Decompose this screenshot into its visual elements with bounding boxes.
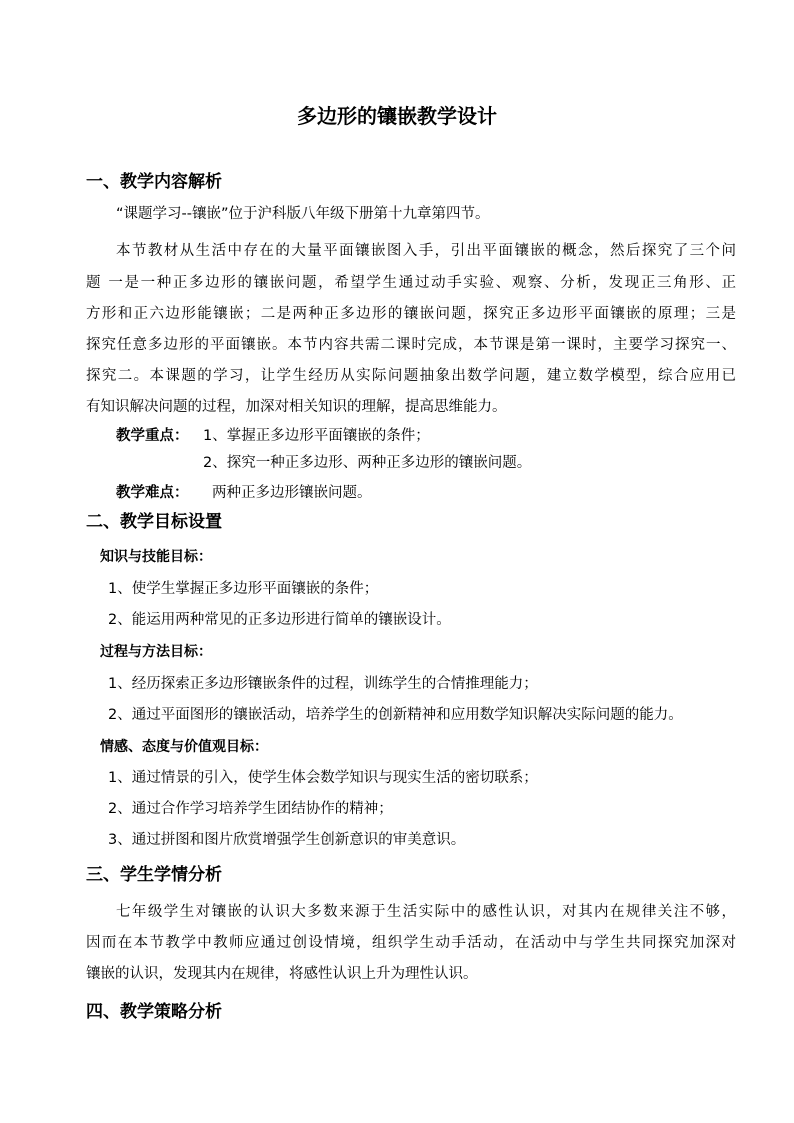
goal-item: 1、通过情景的引入，使学生体会数学知识与现实生活的密切联系； (108, 770, 538, 786)
goal-item: 1、使学生掌握正多边形平面镶嵌的条件； (108, 581, 379, 597)
section1-para-line: 本节教材从生活中存在的大量平面镶嵌图入手，引出平面镶嵌的概念，然后探究了三个问 (116, 243, 736, 259)
section3-para-line: 因而在本节教学中教师应通过创设情境，组织学生动手活动，在活动中与学生共同探究加深对 (86, 935, 736, 951)
difficulty-label: 教学难点： (116, 485, 189, 501)
section4-heading: 四、教学策略分析 (86, 1002, 222, 1022)
goal-item: 2、通过平面图形的镶嵌活动，培养学生的创新精神和应用数学知识解决实际问题的能力。 (108, 707, 683, 723)
key-point-item: 1、掌握正多边形平面镶嵌的条件； (203, 428, 430, 444)
section3-para-line: 镶嵌的认识，发现其内在规律，将感性认识上升为理性认识。 (86, 966, 478, 982)
section2-heading: 二、教学目标设置 (86, 512, 222, 532)
section1-para-line: 探究任意多边形的平面镶嵌。本节内容共需二课时完成，本节课是第一课时，主要学习探究一、 (86, 337, 736, 353)
goal-item: 2、通过合作学习培养学生团结协作的精神； (108, 801, 393, 817)
difficulty-text: 两种正多边形镶嵌问题。 (212, 485, 372, 501)
key-point-item: 2、探究一种正多边形、两种正多边形的镶嵌问题。 (203, 455, 532, 471)
section3-heading: 三、学生学情分析 (86, 865, 222, 885)
section1-para-line: 方形和正六边形能镶嵌；二是两种正多边形的镶嵌问题，探究正多边形平面镶嵌的原理；三是 (86, 306, 736, 322)
section1-heading: 一、教学内容解析 (86, 172, 222, 192)
goal-item: 3、通过拼图和图片欣赏增强学生创新意识的审美意识。 (108, 832, 466, 848)
section1-intro: “课题学习--镶嵌”位于沪科版八年级下册第十九章第四节。 (116, 206, 490, 222)
document-title: 多边形的镶嵌教学设计 (297, 104, 497, 128)
goal-group-label: 情感、态度与价值观目标： (100, 739, 268, 755)
section1-para-line: 探究二。本课题的学习，让学生经历从实际问题抽象出数学问题，建立数学模型，综合应用已 (86, 368, 736, 384)
goal-item: 2、能运用两种常见的正多边形进行简单的镶嵌设计。 (108, 612, 451, 628)
section3-para-line: 七年级学生对镶嵌的认识大多数来源于生活实际中的感性认识，对其内在规律关注不够， (116, 904, 736, 920)
goal-group-label: 过程与方法目标： (100, 644, 212, 660)
section1-para-line: 题 一是一种正多边形的镶嵌问题，希望学生通过动手实验、观察、分析，发现正三角形、正 (86, 275, 736, 291)
section1-para-line: 有知识解决问题的过程，加深对相关知识的理解，提高思维能力。 (86, 399, 507, 415)
goal-item: 1、经历探索正多边形镶嵌条件的过程，训练学生的合情推理能力； (108, 676, 538, 692)
goal-group-label: 知识与技能目标： (100, 549, 212, 565)
key-points-label: 教学重点： (116, 428, 189, 444)
